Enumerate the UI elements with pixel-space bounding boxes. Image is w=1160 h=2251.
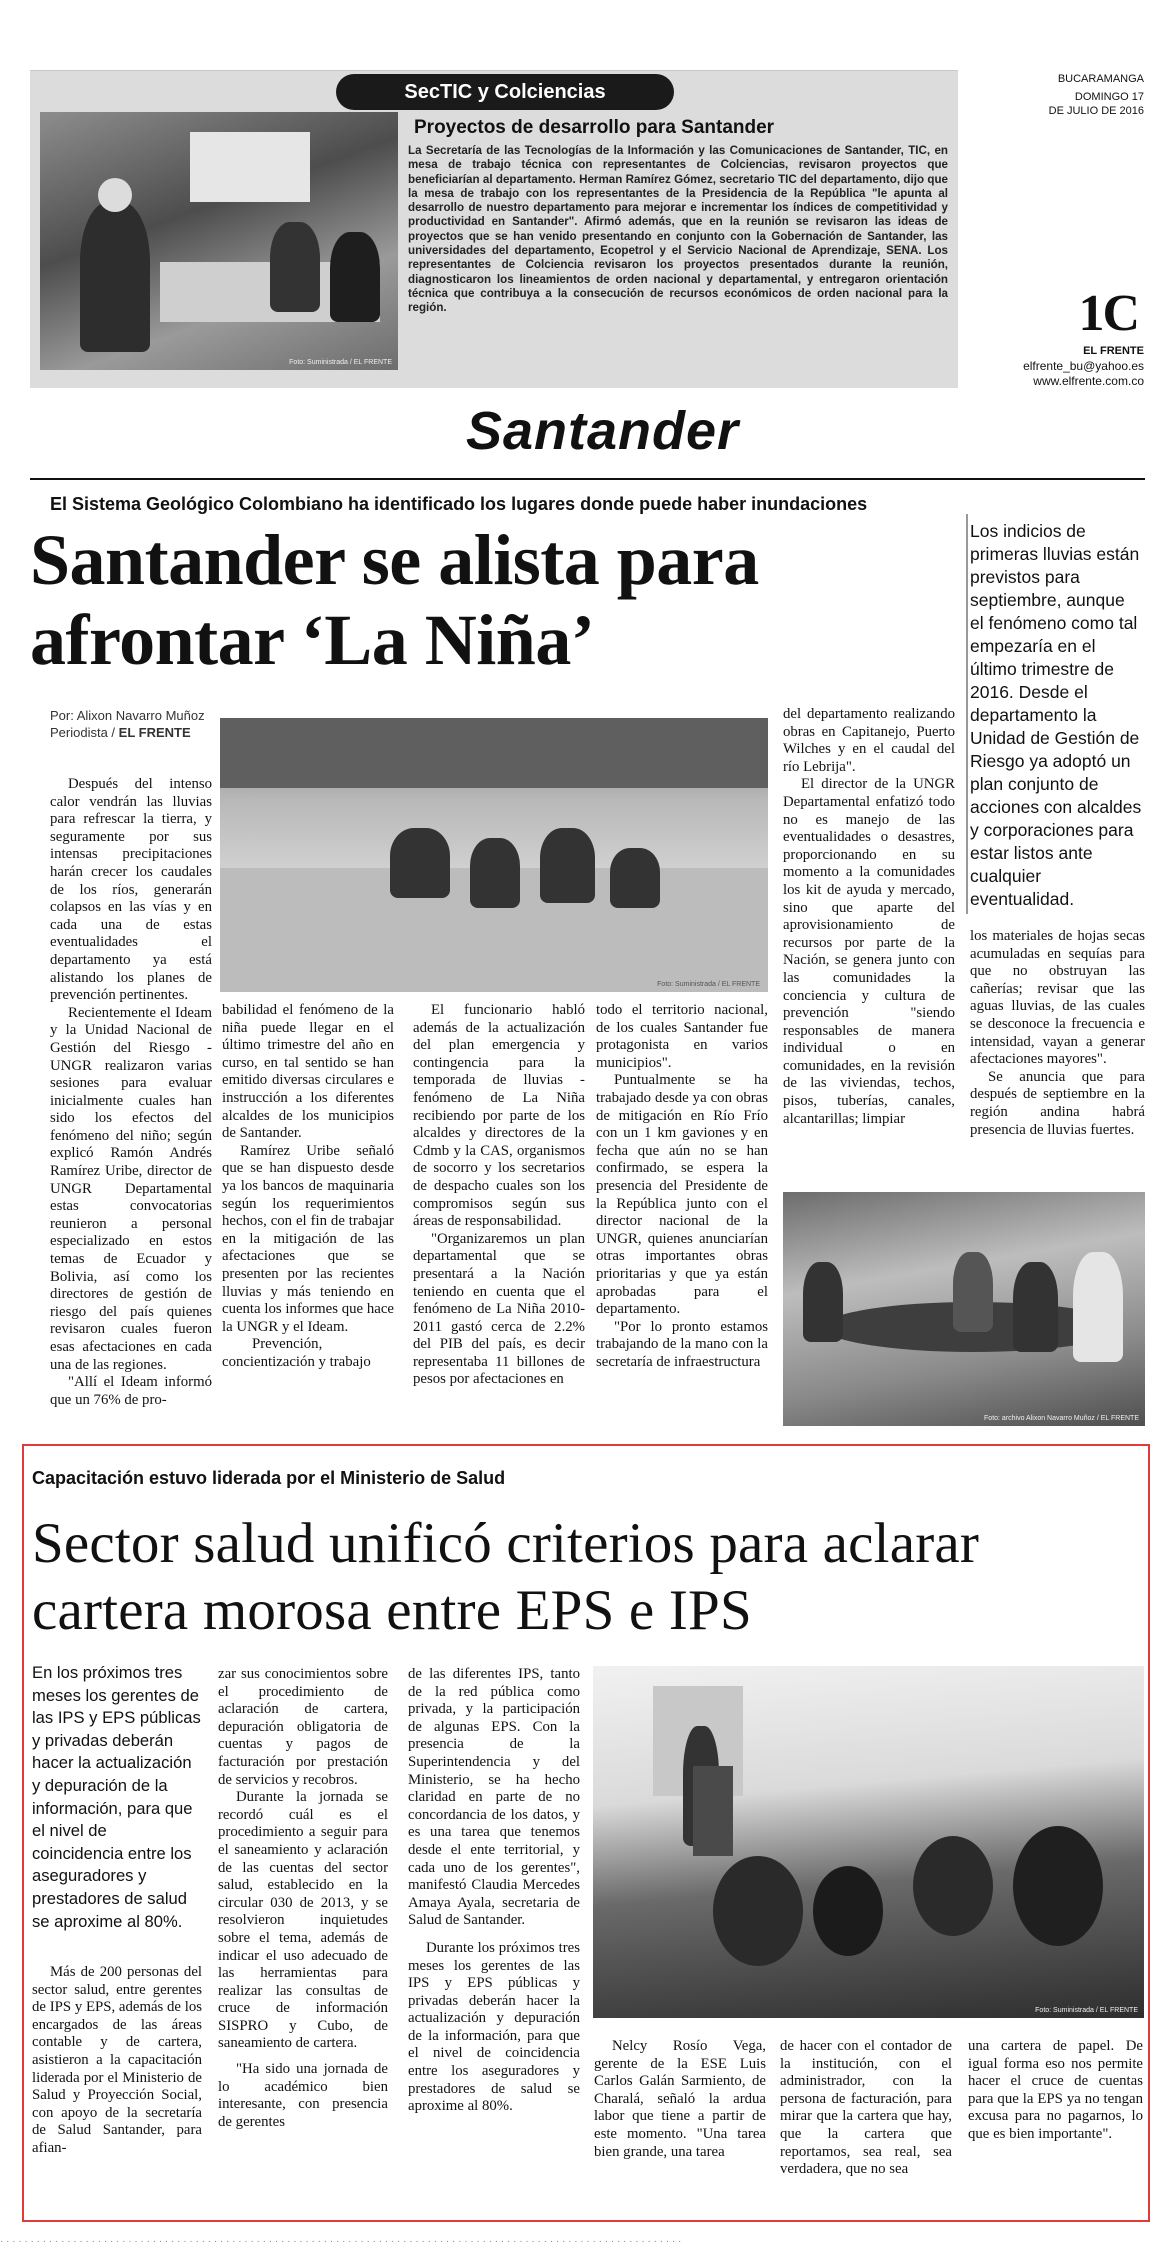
article1-byline	[50, 707, 220, 741]
paper-name: EL FRENTE	[1083, 345, 1144, 357]
worker-figure	[610, 848, 660, 908]
article2-lead: En los próximos tres meses los gerentes de las IPS y EPS públicas y privadas deberán hacer la actualización y depuración de la información, para que el nivel de coincidencia entre los aseguradores y prestadores de salud se aproxime al 80%.	[32, 1663, 201, 1931]
paragraph: "Organizaremos un plan departamental que se presentará a la Nación teniendo en cuenta que el fenómeno de La Niña 2010-2011 gastó cerca de 2.2% del PIB del país, es decir representaba 11 billones de pesos por afectaciones en	[413, 1230, 585, 1388]
person-figure	[330, 232, 380, 322]
person-figure	[270, 222, 320, 312]
paragraph: del departamento realizando obras en Capitanejo, Puerto Wilches y en el caudal del río Lebrija".	[783, 706, 955, 775]
photo-credit: Foto: Suministrada / EL FRENTE	[289, 359, 392, 366]
paragraph: Ramírez Uribe señaló que se han dispuesto desde ya los bancos de maquinaria según los requerimientos hechos, con el fin de trabajar en la mitigación de las afectaciones que se presenten por las recientes lluvias y más teniendo en cuenta los informes que hace la UNGR y el Ideam.	[222, 1142, 394, 1335]
banner-body: La Secretaría de las Tecnologías de la Información y las Comunicaciones de Santander, TIC, en mesa de trabajo técnica con representantes de Colciencias, revisaron proyectos que beneficiarían al departamento. Herman Ramírez Gómez, secretario TIC del departamento, dijo que la mesa de trabajo con los representantes de la Presidencia de la República "le apunta al desarrollo de nuestro departamento para mejorar e incrementar los índices de competitividad y productividad en Santander". Afirmó además, que en la reunión se revisaron las ideas de proyectos que se han venido presentando en conjunto con la Gobernación de Santander, las universidades del departamento, Ecopetrol y el Servicio Nacional de Aprendizaje, SENA. Los representantes de Colciencia revisaron los proyectos presentados durante la reunión, diagnosticaron los lineamientos de orden nacional y departamental, y entregaron orientación técnica que contribuya a la consecución de recursos económicos de orden nacional para la región.	[408, 144, 948, 315]
email: elfrente_bu@yahoo.es	[1023, 359, 1144, 373]
paragraph: los materiales de hojas secas acumuladas en sequías para que no obstruyan las cañerías; revisar que las aguas lluvias, de las cuales se desconoce la frecuencia e intensidad, vayan a generar afectaciones mayores".	[970, 928, 1145, 1068]
paragraph: de las diferentes IPS, tanto de la red pública como privada, y la participación de algunas EPS. Con la presencia de la Superintendencia y del Ministerio, se ha hecho claridad en parte de no concordancia de los datos, y es una tarea que tenemos desde el ente territorial, y cada uno de los gerentes", manifestó Claudia Mercedes Amaya Ayala, secretaria de Salud de Santander.	[408, 1666, 580, 1929]
person-figure	[953, 1252, 993, 1332]
audience-head	[1013, 1826, 1103, 1946]
byline-role-text: Periodista /	[50, 725, 116, 740]
worker-figure	[470, 838, 520, 908]
paragraph: todo el territorio nacional, de los cuales Santander fue protagonista en varios municipios".	[596, 1002, 768, 1071]
article1-headline: Santander se alista para afrontar ‘La Niña’	[30, 520, 759, 680]
article2-kicker: Capacitación estuvo liderada por el Ministerio de Salud	[32, 1468, 506, 1488]
sidebar-divider	[966, 514, 968, 914]
article1-column-4	[596, 1002, 768, 1436]
page-code: 1C	[1078, 285, 1138, 342]
article2-column-5	[780, 2038, 952, 2216]
lectern	[693, 1766, 733, 1856]
article2-column-3	[408, 1666, 580, 2216]
paragraph: Puntualmente se ha trabajado desde ya con obras de mitigación en Río Frío con un 1 km gaviones y en fecha que aún no se han confirmado, se espera la presencia del Presidente de la República junto con el director nacional de la UNGR, quienes anunciarían otras importantes obras prioritarias y que ya están aprobadas para el departamento.	[596, 1072, 768, 1318]
contact-box	[1023, 344, 1144, 389]
paragraph: "Allí el Ideam informó que un 76% de pro-	[50, 1374, 212, 1408]
person-figure	[1073, 1252, 1123, 1362]
worker-figure	[390, 828, 450, 898]
date-line1: DOMINGO 17	[1074, 91, 1144, 103]
section-rule	[30, 478, 1145, 480]
paragraph: zar sus conocimientos sobre el procedimiento de aclaración de cartera, depuración obligatoria de cuentas y pagos de facturación por prestación de servicios y recobros.	[218, 1666, 388, 1788]
article1-column-2	[222, 1002, 394, 1422]
audience-head	[913, 1836, 993, 1936]
article2-headline: Sector salud unificó criterios para aclarar cartera morosa entre EPS e IPS	[32, 1512, 980, 1642]
article2-column-2	[218, 1666, 388, 2216]
article1-column-1	[50, 776, 212, 1436]
article1-sidebar: Los indicios de primeras lluvias están previstos para septiembre, aunque el fenómeno como tal empezaría en el último trimestre de 2016. Desde el departamento la Unidad de Gestión de Riesgo ya adoptó un plan conjunto de acciones con alcaldes y corporaciones para estar listos ante cualquier eventualidad.	[970, 521, 1142, 909]
article1-column-5	[783, 706, 955, 1176]
date-line2: DE JULIO DE 2016	[1048, 105, 1144, 117]
paragraph: una cartera de papel. De igual forma eso nos permite hacer el cruce de cuentas para que la EPS ya no tengan excusa para no pagarnos, lo que es bien importante".	[968, 2038, 1143, 2142]
paragraph: Se anuncia que para después de septiembre en la región andina habrá presencia de lluvias fuertes.	[970, 1068, 1145, 1138]
article2-photo	[593, 1666, 1144, 2018]
photo-credit: Foto: Suministrada / EL FRENTE	[657, 981, 760, 988]
paragraph: Nelcy Rosío Vega, gerente de la ESE Luis Carlos Galán Sarmiento, de Charalá, señaló la ardua labor que tiene a partir de este momento. "Una tarea bien grande, una tarea	[594, 2038, 766, 2160]
article1-meeting-photo	[783, 1192, 1145, 1426]
photo-credit: Foto: archivo Alixon Navarro Muñoz / EL FRENTE	[984, 1415, 1139, 1422]
banner-photo	[40, 112, 398, 370]
person-figure	[803, 1262, 843, 1342]
photo-credit: Foto: Suministrada / EL FRENTE	[1035, 2007, 1138, 2014]
person-head	[98, 178, 132, 212]
article1-column-6	[970, 928, 1145, 1188]
article2-column-4	[594, 2038, 766, 2216]
paragraph: "Por lo pronto estamos trabajando de la mano con la secretaría de infraestructura	[596, 1318, 768, 1370]
person-figure	[1013, 1262, 1058, 1352]
banner-title: Proyectos de desarrollo para Santander	[414, 117, 775, 138]
banner-pill: SecTIC y Colciencias	[336, 74, 674, 110]
window	[190, 132, 310, 202]
paragraph: Recientemente el Ideam y la Unidad Nacional de Gestión del Riesgo - UNGR realizaron varias sesiones para evaluar inicialmente cuales han sido los efectos del fenómeno del niño; según explicó Ramón Andrés Ramírez Uribe, director de UNGR Departamental estas convocatorias reunieron a personal especializado en estos temas de Ecuador y Bolivia, así como los directores de gestión de riesgo del país quienes revisaron cuales fueron esas afectaciones en cada una de las regiones.	[50, 1004, 212, 1373]
audience-head	[813, 1866, 883, 1956]
city: BUCARAMANGA	[1057, 73, 1144, 85]
article1-kicker: El Sistema Geológico Colombiano ha identificado los lugares donde puede haber inundaciones	[50, 494, 868, 514]
treeline	[220, 718, 768, 788]
worker-figure	[540, 828, 595, 903]
article1-photo	[220, 718, 768, 992]
paragraph: babilidad el fenómeno de la niña puede llegar en el último trimestre del año en curso, en tal sentido se han emitido diversas circulares e instrucción a los diferentes alcaldes de los municipios de Santander.	[222, 1002, 394, 1142]
paragraph: "Ha sido una jornada de lo académico bien interesante, con presencia de gerentes	[218, 2061, 388, 2130]
audience-head	[713, 1856, 803, 1966]
article2-column-1	[32, 1964, 202, 2216]
article1-column-3	[413, 1002, 585, 1436]
article2-column-6	[968, 2038, 1143, 2216]
section-title: Santander	[466, 401, 740, 461]
date-box	[1049, 72, 1144, 118]
person-figure	[80, 202, 150, 352]
page-footer-strip: · · · · · · · · · · · · · · · · · · · · · · · · · · · · · · · · · · · · · · · · · · · · · · · · · · · · · · · · · · · · · · · · · · · · · · · · · · · · · · · · · · · · · · · · · · · · · · · · · · · · · · · · · · · · · · · ·	[0, 2236, 682, 2247]
byline-author: Por: Alixon Navarro Muñoz	[50, 708, 205, 723]
paragraph: de hacer con el contador de la institución, con el administrador, con la persona de facturación, para mirar que la cartera que hay, que la cartera que reportamos, sea real, sea verdadera, que no sea	[780, 2038, 952, 2178]
byline-role	[50, 724, 220, 741]
paragraph: El director de la UNGR Departamental enfatizó todo no es manejo de las eventualidades o desastres, proporcionando en su momento a la comunidades los kit de ayuda y mercado, sino que aparte del aprovisionamiento de recursos por parte de la Nación, se genera junto con las comunidades la conciencia y cultura de prevención "siendo responsables de manera individual o en comunidades, en la revisión de las viviendas, techos, pisos, tuberías, canales, alcantarillas; limpiar	[783, 776, 955, 1127]
paragraph: Prevención, concientización y trabajo	[222, 1336, 371, 1370]
paragraph: Después del intenso calor vendrán las lluvias para refrescar la tierra, y seguramente por sus intensas precipitaciones harán crecer los caudales de los ríos, generarán colapsos en las vías y en cada una de estas eventualidades el departamento ya está alistando los planes de prevención pertinentes.	[50, 776, 212, 1004]
paragraph: El funcionario habló además de la actualización del plan emergencia y contingencia para la temporada de lluvias - fenómeno de La Niña recibiendo por parte de los alcaldes y directores de la Cdmb y la CAS, organismos de socorro y los secretarios de despacho cuales son los compromisos según sus áreas de responsabilidad.	[413, 1002, 585, 1230]
byline-paper: EL FRENTE	[118, 725, 191, 740]
website: www.elfrente.com.co	[1033, 374, 1144, 388]
paragraph: Más de 200 personas del sector salud, entre gerentes de IPS y EPS, además de los encargados de las áreas contable y de cartera, asistieron a la capacitación liderada por el Ministerio de Salud y Proyección Social, con apoyo de la secretaría de Salud Santander, para afian-	[32, 1964, 202, 2156]
paragraph: Durante la jornada se recordó cuál es el procedimiento a seguir para el saneamiento y aclaración de las cuentas del sector salud, establecido en la circular 030 de 2013, y se resolvieron inquietudes sobre el tema, además de indicar el uso adecuado de las herramientas para realizar las consultas de cruce de información SISPRO y Cubo, de saneamiento de cartera.	[218, 1789, 388, 2052]
paragraph: Durante los próximos tres meses los gerentes de las IPS y EPS públicas y privadas deberán hacer la actualización y depuración de la información, para que el nivel de coincidencia entre los aseguradores y prestadores de salud se aproxime al 80%.	[408, 1939, 580, 2115]
